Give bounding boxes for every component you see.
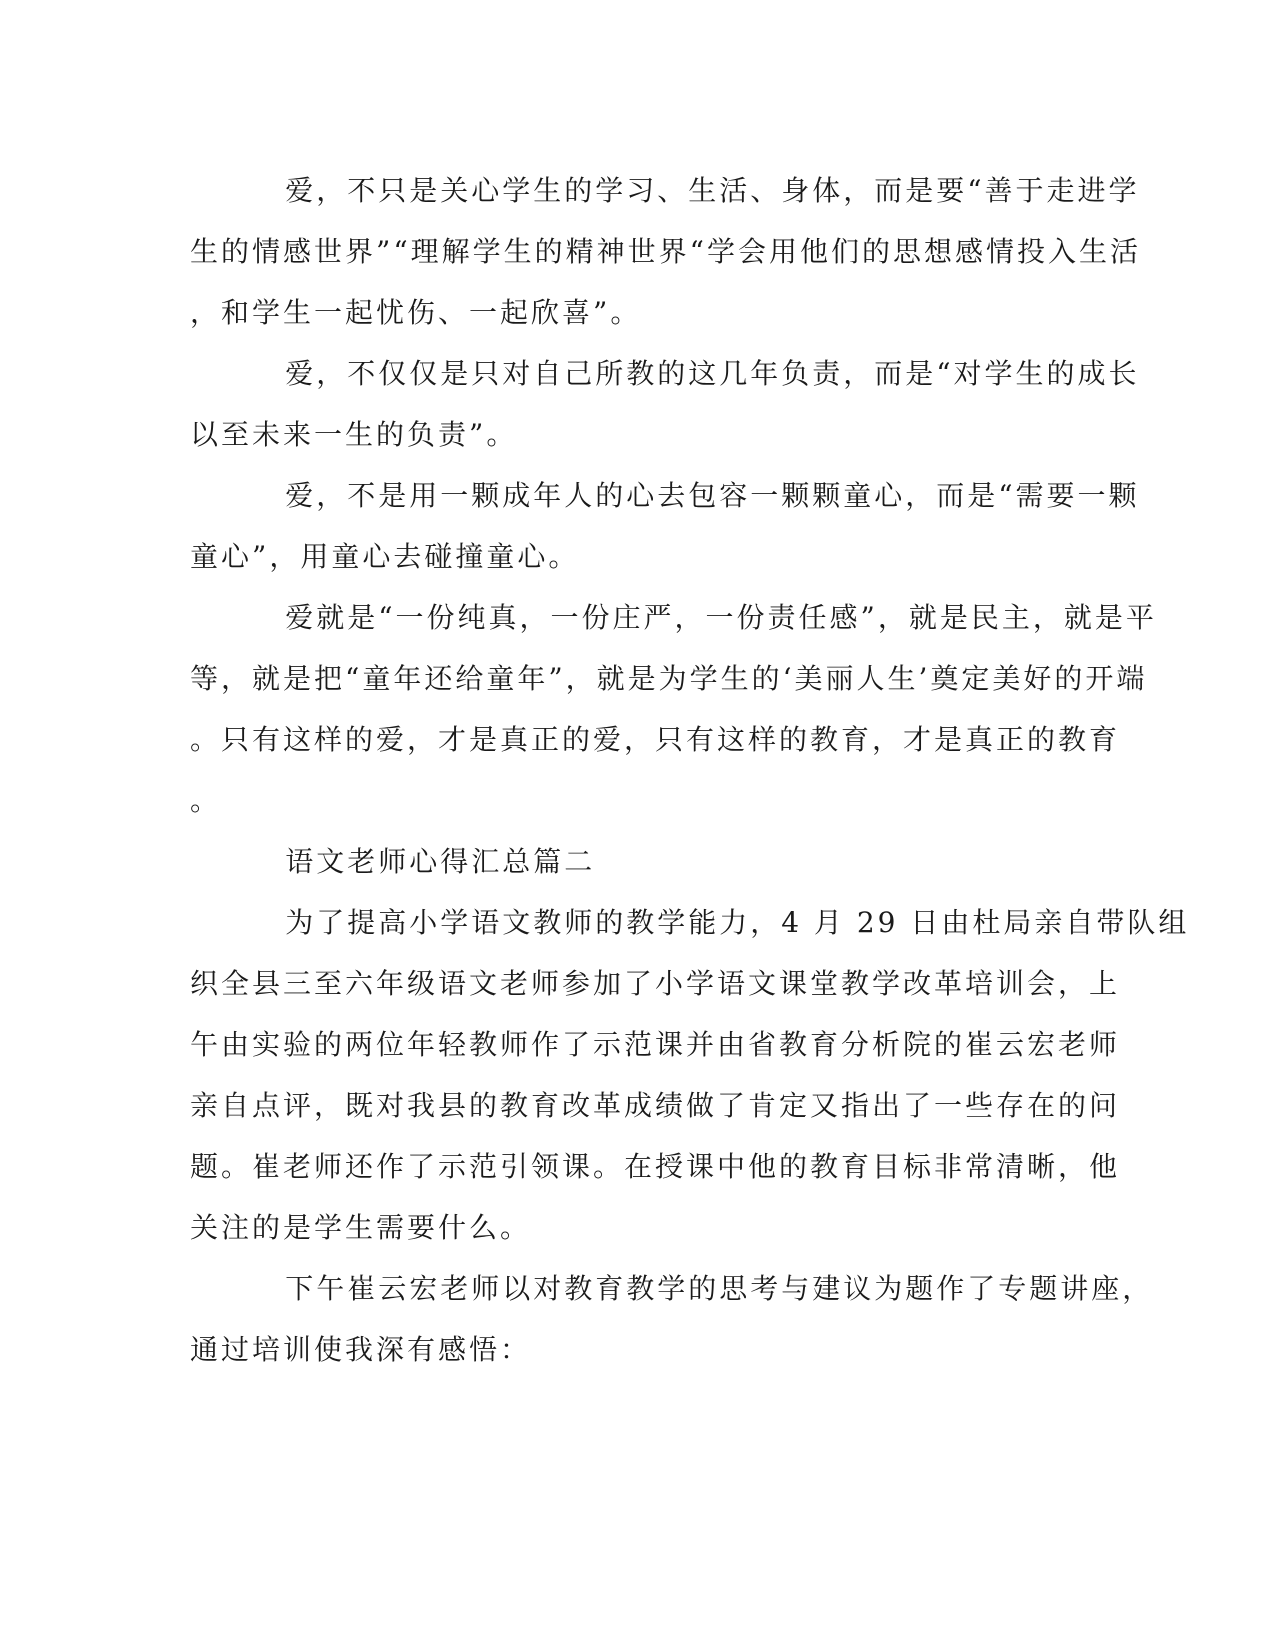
paragraph-love-3: [190, 465, 1140, 587]
text-line: 爱，不仅仅是只对自己所教的这几年负责，而是“对学生的成长: [190, 357, 1140, 390]
paragraph-love-1: [190, 160, 1141, 343]
text-line: 生的情感世界”“理解学生的精神世界“学会用他们的思想感情投入生活: [190, 235, 1141, 268]
text-line: 。: [190, 784, 222, 817]
text-line: 午由实验的两位年轻教师作了示范课并由省教育分析院的崔云宏老师: [190, 1028, 1121, 1061]
paragraph-love-2: [190, 343, 1140, 465]
text-line: 织全县三至六年级语文老师参加了小学语文课堂教学改革培训会，上: [190, 967, 1121, 1000]
text-line: ，和学生一起忧伤、一起欣喜”。: [190, 296, 642, 329]
section-title: 语文老师心得汇总篇二: [190, 845, 596, 878]
paragraph-love-4: [190, 587, 1157, 831]
text-line: 。只有这样的爱，才是真正的爱，只有这样的教育，才是真正的教育: [190, 723, 1121, 756]
text-line: 关注的是学生需要什么。: [190, 1211, 532, 1244]
text-line: 爱，不是用一颗成年人的心去包容一颗颗童心，而是“需要一颗: [190, 479, 1140, 512]
section-heading: [190, 831, 1082, 892]
text-line: 爱，不只是关心学生的学习、生活、身体，而是要“善于走进学: [190, 174, 1140, 207]
text-line: 童心”，用童心去碰撞童心。: [190, 540, 580, 573]
text-line: 爱就是“一份纯真，一份庄严，一份责任感”，就是民主，就是平: [190, 601, 1157, 634]
text-line: 下午崔云宏老师以对教育教学的思考与建议为题作了专题讲座，: [190, 1272, 1154, 1305]
text-line: 通过培训使我深有感悟：: [190, 1333, 532, 1366]
text-line: 等，就是把“童年还给童年”，就是为学生的‘美丽人生’奠定美好的开端: [190, 662, 1148, 695]
text-line: 为了提高小学语文教师的教学能力，4 月 29 日由杜局亲自带队组: [190, 906, 1190, 939]
text-line: 以至未来一生的负责”。: [190, 418, 518, 451]
paragraph-training: [190, 892, 1190, 1258]
document-body: [190, 160, 1190, 1380]
text-line: 亲自点评，既对我县的教育改革成绩做了肯定又指出了一些存在的问: [190, 1089, 1121, 1122]
text-line: 题。崔老师还作了示范引领课。在授课中他的教育目标非常清晰，他: [190, 1150, 1121, 1183]
paragraph-lecture: [190, 1258, 1154, 1380]
